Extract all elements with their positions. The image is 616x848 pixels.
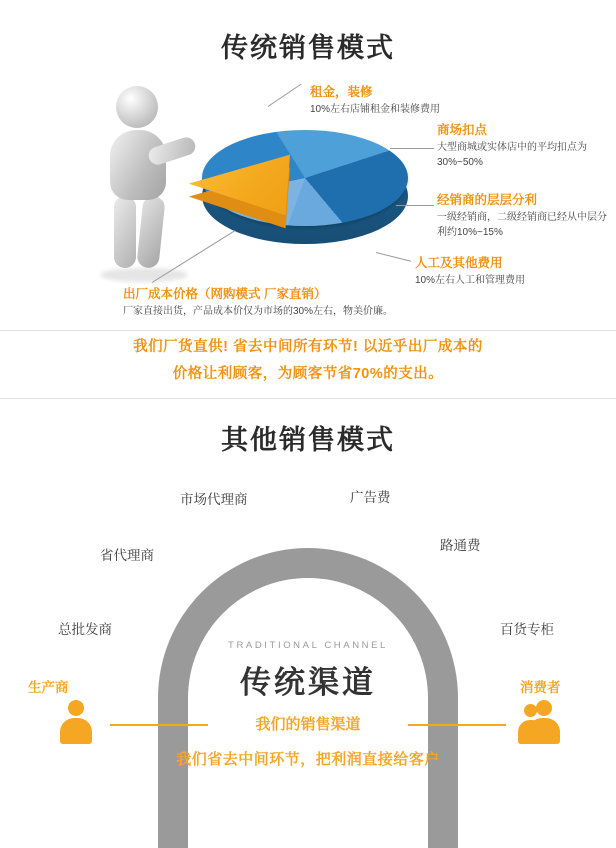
- arch-main-label: 传统渠道: [240, 665, 376, 700]
- node-label-wholesaler: 总批发商: [58, 622, 112, 637]
- person-head: [68, 700, 84, 716]
- node-label-advertising-fee: 广告费: [350, 490, 391, 505]
- node-label-road-fee: 路通费: [440, 538, 481, 553]
- traditional-sales-section: [0, 0, 616, 340]
- section-one-title: 传统销售模式: [221, 33, 395, 63]
- lead-line-rent: [268, 84, 302, 107]
- person-head: [536, 700, 552, 716]
- callout-rent-title: 租金，装修: [310, 85, 373, 99]
- callout-distributor-title: 经销商的层层分利: [437, 193, 538, 207]
- callout-factory-cost-desc: 厂家直接出货，产品成本价仅为市场的30%左右，物美价廉。: [123, 306, 394, 317]
- callout-rent: [310, 82, 460, 118]
- divider-top: [0, 330, 616, 331]
- section-two-title: 其他销售模式: [221, 425, 395, 455]
- callout-mall-fee: [437, 120, 603, 170]
- callout-distributor: [437, 190, 609, 240]
- mascot-leg-left: [114, 196, 136, 268]
- callout-labor-desc: 10%左右人工和管理费用: [415, 275, 526, 286]
- mascot-body: [110, 130, 166, 200]
- person-body: [60, 718, 92, 744]
- highlight-line-1: 我们厂货直供! 省去中间所有环节! 以近乎出厂成本的: [133, 339, 483, 355]
- highlight-line-2: 价格让利顾客，为顾客节省70%的支出。: [172, 365, 444, 382]
- highlight-block: [0, 334, 616, 388]
- callout-rent-desc: 10%左右店铺租金和装修费用: [310, 104, 441, 115]
- traditional-channel-arch: [158, 548, 458, 718]
- bottom-caption: 我们省去中间环节，把利润直接给客户: [176, 751, 440, 768]
- person-body: [528, 718, 560, 744]
- callout-labor-title: 人工及其他费用: [415, 256, 503, 270]
- node-label-manufacturer: 生产商: [28, 680, 69, 695]
- node-label-department-counter: 百货专柜: [500, 622, 554, 637]
- callout-factory-cost: [123, 284, 453, 320]
- callout-mall-fee-desc: 大型商城或实体店中的平均扣点为30%~50%: [437, 142, 587, 168]
- mascot-head: [116, 86, 158, 128]
- callout-mall-fee-title: 商场扣点: [437, 123, 488, 137]
- lead-line-distributor: [396, 205, 434, 206]
- arch-text-group: [158, 640, 458, 702]
- node-label-province-agent: 省代理商: [100, 548, 154, 563]
- other-sales-section: [0, 400, 616, 800]
- callout-factory-cost-title: 出厂成本价格（网购模式 厂家直销）: [123, 287, 327, 301]
- our-channel-label: 我们的销售渠道: [208, 713, 408, 734]
- mascot-leg-right: [136, 195, 165, 269]
- lead-line-mall-fee: [390, 148, 434, 149]
- mascot-shadow: [100, 268, 188, 282]
- node-label-market-agent: 市场代理商: [180, 492, 248, 507]
- manufacturer-person-icon: [56, 700, 96, 746]
- consumer-people-icon: [524, 700, 564, 746]
- cost-breakdown-pie-chart: [180, 110, 430, 260]
- person-head-secondary: [524, 704, 537, 717]
- node-label-consumer: 消费者: [520, 680, 561, 695]
- arch-sub-label: TRADITIONAL CHANNEL: [228, 640, 388, 651]
- callout-distributor-desc: 一级经销商，二级经销商已经从中层分利约10%~15%: [437, 212, 607, 238]
- divider-bottom: [0, 398, 616, 399]
